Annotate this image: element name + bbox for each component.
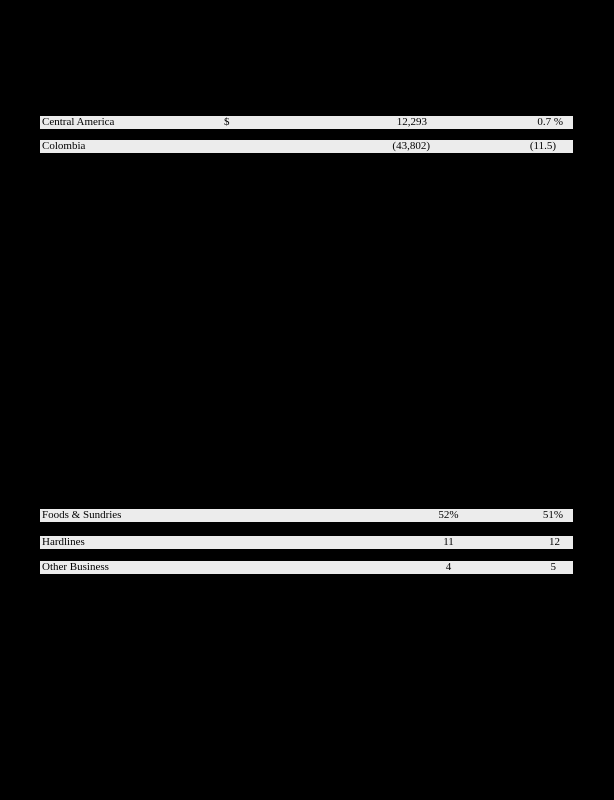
percent-value: 0.7 %: [442, 116, 573, 129]
prior-value: 12: [489, 536, 573, 549]
row-label: Other Business: [40, 561, 408, 574]
table-row: [40, 509, 573, 522]
percent-value: (11.5): [442, 140, 573, 153]
current-value: 52%: [408, 509, 489, 522]
table-row: [40, 536, 573, 549]
prior-value: 5: [489, 561, 573, 574]
current-value: 4: [408, 561, 489, 574]
row-label: Colombia: [40, 140, 223, 153]
amount-cell: [223, 140, 442, 153]
amount-value: (43,802): [392, 140, 430, 152]
table-row: [40, 140, 573, 153]
current-value: 11: [408, 536, 489, 549]
amount-cell: [223, 116, 442, 129]
table-row: [40, 561, 573, 574]
row-label: Hardlines: [40, 536, 408, 549]
prior-value: 51%: [489, 509, 573, 522]
table-row: [40, 116, 573, 129]
row-label: Foods & Sundries: [40, 509, 408, 522]
currency-symbol: $: [224, 116, 230, 128]
row-label: Central America: [40, 116, 223, 129]
amount-value: 12,293: [396, 116, 427, 128]
